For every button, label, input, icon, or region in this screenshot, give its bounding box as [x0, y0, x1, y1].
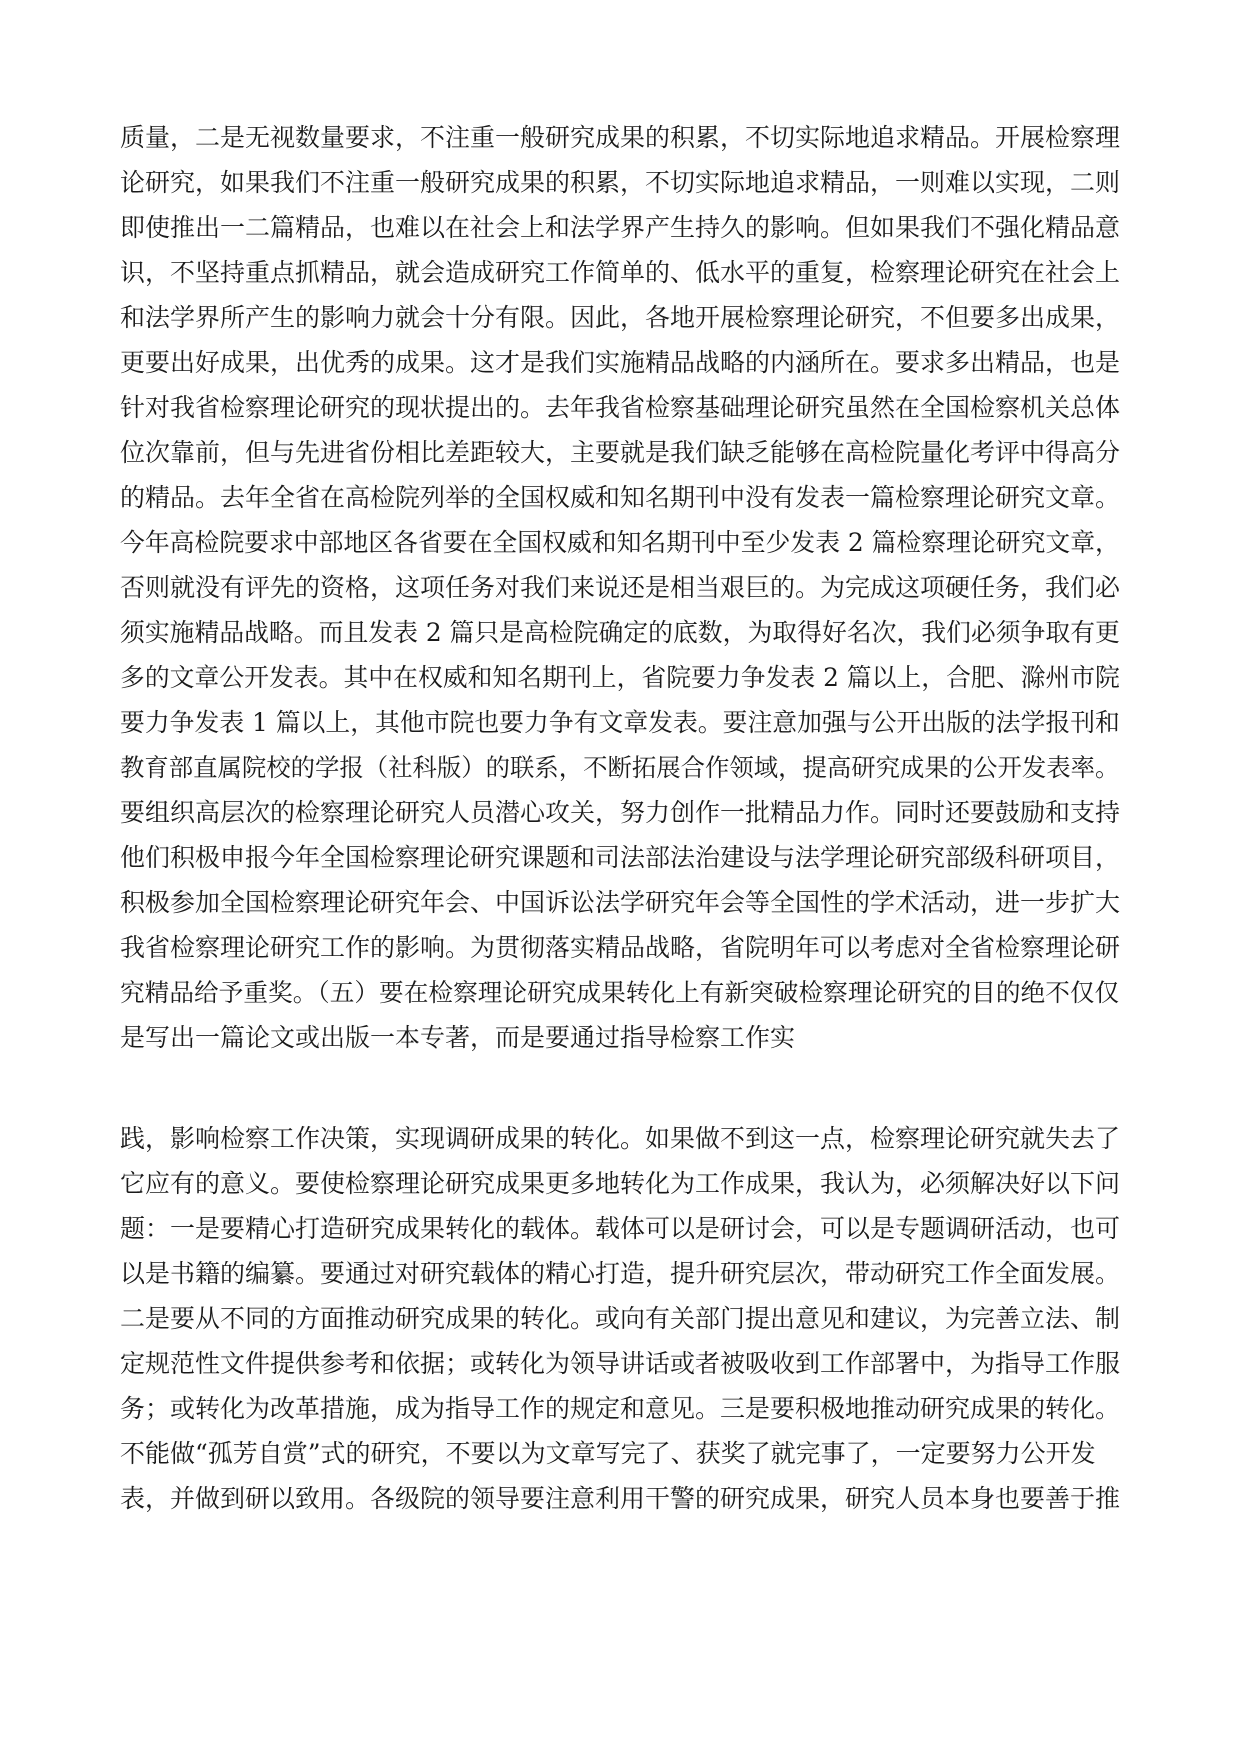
text-line: 要力争发表 1 篇以上，其他市院也要力争有文章发表。要注意加强与公开出版的法学报刊和 — [120, 708, 1120, 737]
text-line: 位次靠前，但与先进省份相比差距较大，主要就是我们缺乏能够在高检院量化考评中得高分 — [120, 438, 1121, 467]
text-line: 多的文章公开发表。其中在权威和知名期刊上，省院要力争发表 2 篇以上，合肥、滁州市院 — [120, 663, 1120, 692]
text-line: 针对我省检察理论研究的现状提出的。去年我省检察基础理论研究虽然在全国检察机关总体 — [120, 393, 1121, 422]
text-line: 识，不坚持重点抓精品，就会造成研究工作简单的、低水平的重复，检察理论研究在社会上 — [120, 258, 1121, 287]
text-line: 它应有的意义。要使检察理论研究成果更多地转化为工作成果，我认为，必须解决好以下问 — [120, 1169, 1121, 1198]
text-line: 践，影响检察工作决策，实现调研成果的转化。如果做不到这一点，检察理论研究就失去了 — [120, 1124, 1121, 1153]
text-line: 即使推出一二篇精品，也难以在社会上和法学界产生持久的影响。但如果我们不强化精品意 — [120, 213, 1121, 242]
text-line: 以是书籍的编纂。要通过对研究载体的精心打造，提升研究层次，带动研究工作全面发展。 — [120, 1259, 1121, 1288]
text-line: 二是要从不同的方面推动研究成果的转化。或向有关部门提出意见和建议，为完善立法、制 — [120, 1304, 1121, 1333]
text-line: 更要出好成果，出优秀的成果。这才是我们实施精品战略的内涵所在。要求多出精品，也是 — [120, 348, 1121, 377]
text-line: 的精品。去年全省在高检院列举的全国权威和知名期刊中没有发表一篇检察理论研究文章。 — [120, 483, 1121, 512]
text-line: 不能做“孤芳自赏”式的研究，不要以为文章写完了、获奖了就完事了，一定要努力公开发 — [120, 1439, 1096, 1468]
text-line: 质量，二是无视数量要求，不注重一般研究成果的积累，不切实际地追求精品。开展检察理 — [120, 123, 1121, 152]
text-line: 务；或转化为改革措施，成为指导工作的规定和意见。三是要积极地推动研究成果的转化。 — [120, 1394, 1121, 1423]
text-line: 究精品给予重奖。（五）要在检察理论研究成果转化上有新突破检察理论研究的目的绝不仅仅 — [120, 978, 1120, 1007]
text-line: 表，并做到研以致用。各级院的领导要注意利用干警的研究成果，研究人员本身也要善于推 — [120, 1484, 1121, 1513]
text-line: 是写出一篇论文或出版一本专著，而是要通过指导检察工作实 — [120, 1023, 796, 1052]
text-line: 他们积极申报今年全国检察理论研究课题和司法部法治建设与法学理论研究部级科研项目， — [120, 843, 1121, 872]
text-line: 题：一是要精心打造研究成果转化的载体。载体可以是研讨会，可以是专题调研活动，也可 — [120, 1214, 1121, 1243]
text-line: 定规范性文件提供参考和依据；或转化为领导讲话或者被吸收到工作部署中，为指导工作服 — [120, 1349, 1121, 1378]
text-line: 和法学界所产生的影响力就会十分有限。因此，各地开展检察理论研究，不但要多出成果， — [120, 303, 1121, 332]
text-line: 论研究，如果我们不注重一般研究成果的积累，不切实际地追求精品，一则难以实现，二则 — [120, 168, 1121, 197]
text-line: 须实施精品战略。而且发表 2 篇只是高检院确定的底数，为取得好名次，我们必须争取有更 — [120, 618, 1120, 647]
text-line: 教育部直属院校的学报（社科版）的联系，不断拓展合作领域，提高研究成果的公开发表率。 — [120, 753, 1120, 782]
text-line: 要组织高层次的检察理论研究人员潜心攻关，努力创作一批精品力作。同时还要鼓励和支持 — [120, 798, 1121, 827]
text-line: 积极参加全国检察理论研究年会、中国诉讼法学研究年会等全国性的学术活动，进一步扩大 — [120, 888, 1121, 917]
text-line: 我省检察理论研究工作的影响。为贯彻落实精品战略，省院明年可以考虑对全省检察理论研 — [120, 933, 1121, 962]
text-line: 否则就没有评先的资格，这项任务对我们来说还是相当艰巨的。为完成这项硬任务，我们必 — [120, 573, 1121, 602]
text-line: 今年高检院要求中部地区各省要在全国权威和知名期刊中至少发表 2 篇检察理论研究文章， — [120, 528, 1120, 557]
